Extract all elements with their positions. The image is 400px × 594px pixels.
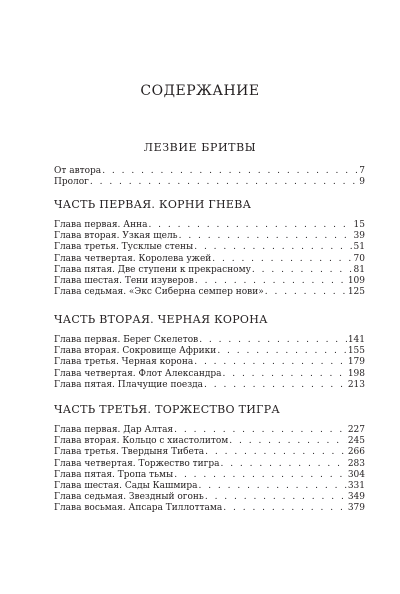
toc-entry[interactable] (54, 481, 365, 492)
dot-leader (212, 254, 352, 265)
dot-leader (205, 447, 347, 458)
entry-title: Глава четвертая. Торжество тигра (54, 458, 220, 469)
entry-title: Глава вторая. Узкая щель (54, 231, 178, 242)
dot-leader (223, 503, 347, 514)
entry-page: 283 (347, 458, 365, 469)
entry-page: 39 (353, 231, 365, 242)
part-heading: ЧАСТЬ ТРЕТЬЯ. ТОРЖЕСТВО ТИГРА (54, 403, 281, 416)
dot-leader (204, 380, 347, 391)
toc-entry[interactable] (54, 242, 365, 253)
toc-entry[interactable] (54, 459, 365, 470)
entry-title: Глава первая. Дар Алтая (54, 425, 174, 435)
entry-title: Глава первая. Берег Скелетов (54, 335, 199, 345)
entry-page: 331 (347, 480, 365, 491)
dot-leader (217, 346, 347, 357)
entry-page: 245 (347, 436, 365, 447)
toc-entry[interactable] (54, 447, 365, 458)
entry-title: Глава третья. Твердыня Тибета (54, 447, 205, 458)
toc-entry[interactable] (54, 503, 365, 514)
entry-page: 109 (347, 275, 365, 286)
entry-title: Глава седьмая. «Экс Сиберна семпер нови» (54, 287, 264, 298)
entry-page: 70 (353, 253, 365, 264)
entry-page: 155 (347, 346, 365, 357)
dot-leader (179, 231, 353, 242)
toc-entry[interactable] (54, 276, 365, 287)
toc-entry[interactable] (54, 231, 365, 242)
part-heading: ЧАСТЬ ПЕРВАЯ. КОРНИ ГНЕВА (54, 198, 252, 211)
entry-page: 227 (347, 425, 365, 435)
entry-title: Глава шестая. Сады Кашмира (54, 480, 198, 491)
contents-title: СОДЕРЖАНИЕ (140, 83, 260, 99)
entry-title: Глава пятая. Тропа тьмы (54, 469, 174, 480)
front-matter-list (54, 166, 365, 188)
toc-entry[interactable] (54, 335, 365, 346)
entry-page: 179 (347, 357, 365, 368)
toc-entry[interactable] (54, 436, 365, 447)
part-two-section (54, 313, 365, 391)
dot-leader (199, 335, 347, 346)
dot-leader (194, 357, 347, 368)
entry-title: Глава четвертая. Королева ужей (54, 253, 212, 264)
entry-page: 198 (347, 368, 365, 379)
dot-leader (229, 436, 347, 447)
dot-leader (220, 459, 346, 470)
entry-title: Глава пятая. Две ступени к прекрасному (54, 264, 251, 275)
entry-page: 213 (347, 379, 365, 390)
entry-title: Глава пятая. Плачущие поезда (54, 379, 204, 390)
entry-title: Глава третья. Черная корона (54, 357, 194, 368)
entry-title: Глава седьмая. Звездный огонь (54, 492, 204, 503)
dot-leader (174, 425, 347, 436)
entry-page: 125 (347, 287, 365, 298)
entry-page: 266 (347, 447, 365, 458)
entry-page: 349 (347, 492, 365, 503)
dot-leader (174, 470, 347, 481)
entry-title: Глава восьмая. Апсара Тиллоттама (54, 503, 223, 514)
entry-page: 379 (347, 503, 365, 514)
entry-page: 141 (347, 335, 365, 345)
dot-leader (148, 220, 352, 231)
dot-leader (223, 369, 347, 380)
toc-entry[interactable] (54, 254, 365, 265)
toc-entry[interactable] (54, 220, 365, 231)
part-heading: ЧАСТЬ ВТОРАЯ. ЧЕРНАЯ КОРОНА (54, 313, 268, 326)
book-title: ЛЕЗВИЕ БРИТВЫ (143, 141, 257, 154)
dot-leader (205, 492, 347, 503)
entry-page: 81 (353, 264, 365, 275)
toc-entry[interactable] (54, 492, 365, 503)
toc-entry[interactable] (54, 470, 365, 481)
entry-title: Глава четвертая. Флот Александра (54, 368, 222, 379)
dot-leader (252, 265, 353, 276)
entry-title: От автора (54, 166, 102, 176)
entry-page: 9 (359, 177, 365, 188)
toc-entry[interactable] (54, 265, 365, 276)
entry-page: 51 (353, 242, 365, 253)
entry-page: 304 (347, 469, 365, 480)
entry-title: Глава шестая. Тени изуверов (54, 275, 194, 286)
toc-entry[interactable] (54, 346, 365, 357)
entry-page: 15 (353, 220, 365, 230)
entry-title: Глава вторая. Сокровище Африки (54, 346, 217, 357)
toc-entry[interactable] (54, 357, 365, 368)
toc-entry[interactable] (54, 369, 365, 380)
entry-title: Пролог (54, 177, 89, 188)
toc-entry[interactable] (54, 177, 365, 188)
dot-leader (90, 177, 358, 188)
dot-leader (265, 287, 347, 298)
dot-leader (102, 166, 358, 177)
part-three-section (54, 403, 365, 515)
toc-entry[interactable] (54, 166, 365, 177)
entry-page: 7 (359, 166, 365, 176)
toc-entry[interactable] (54, 425, 365, 436)
entry-title: Глава вторая. Кольцо с хиастолитом (54, 436, 229, 447)
entry-title: Глава первая. Анна (54, 220, 148, 230)
part-one-section (54, 198, 365, 298)
entry-title: Глава третья. Тусклые стены (54, 242, 194, 253)
toc-entry[interactable] (54, 380, 365, 391)
dot-leader (195, 276, 347, 287)
dot-leader (194, 242, 352, 253)
dot-leader (198, 481, 346, 492)
toc-entry[interactable] (54, 287, 365, 298)
